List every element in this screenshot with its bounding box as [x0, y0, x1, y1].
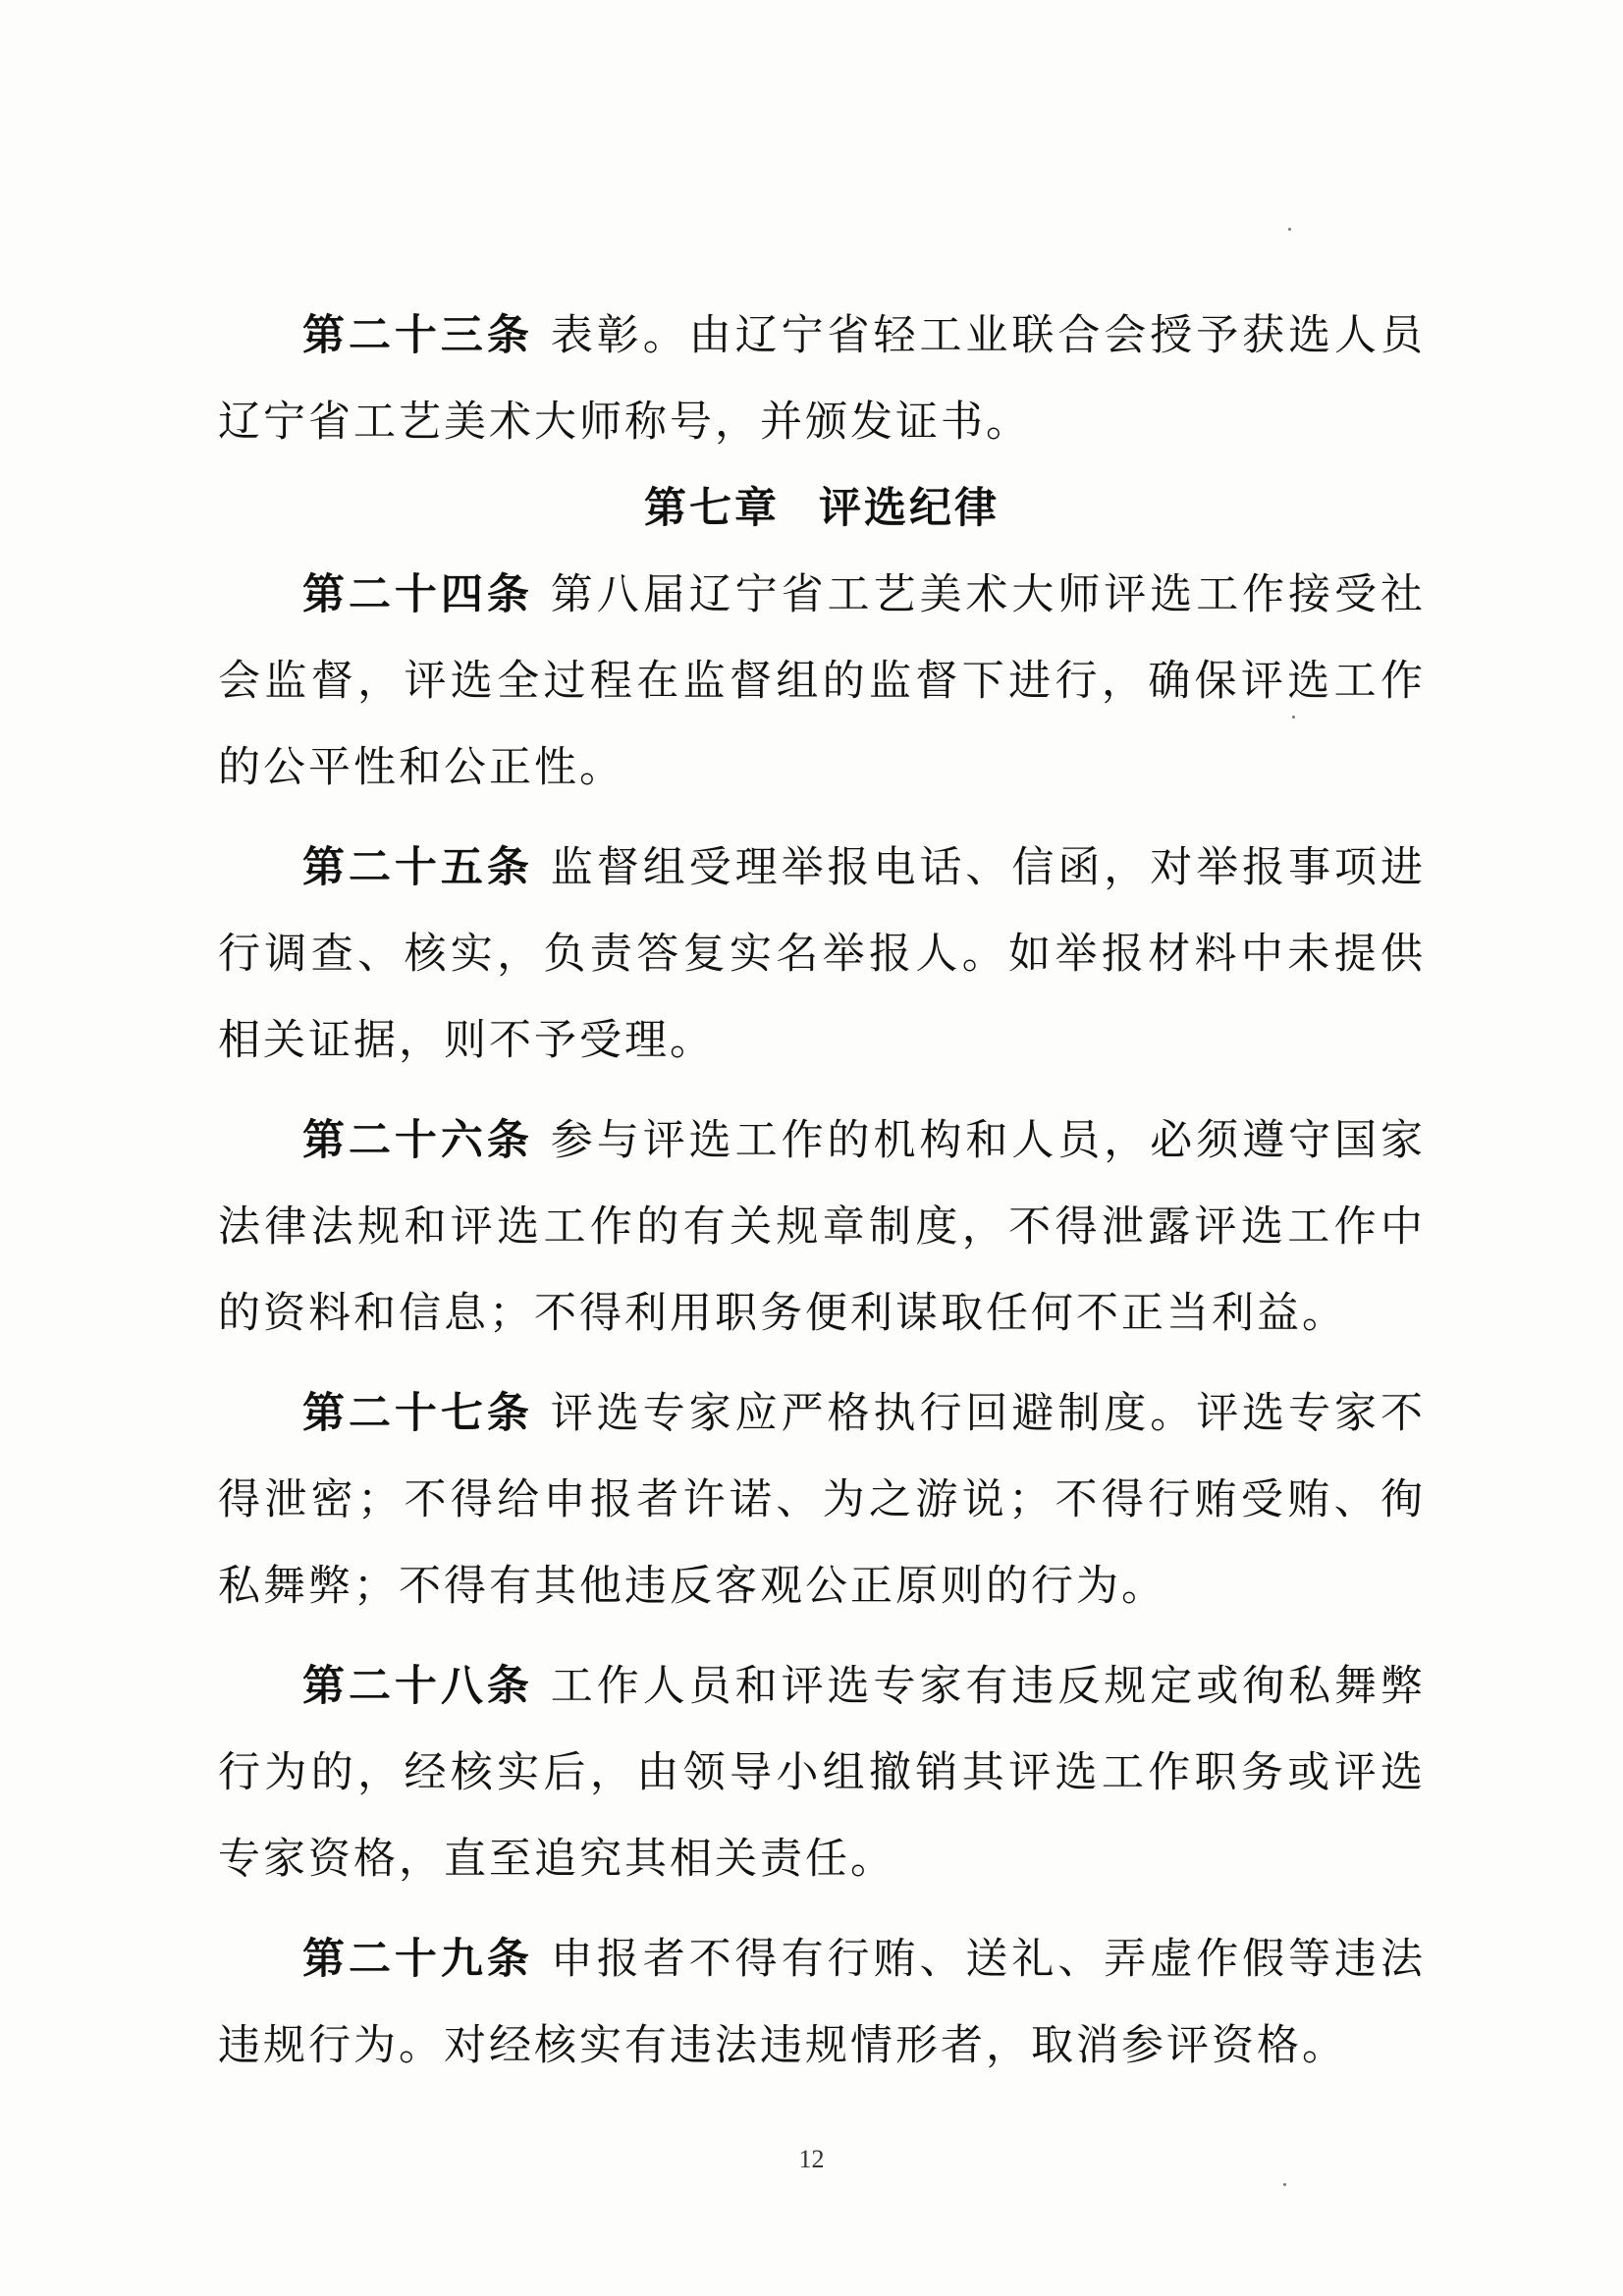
article-heading: 第二十八条	[302, 1662, 533, 1711]
article-heading: 第二十四条	[302, 570, 533, 619]
article-heading: 第二十九条	[302, 1935, 533, 1984]
chapter-heading	[218, 465, 1426, 552]
article-text: 第八届辽宁省工艺美术大师评选工作接受社会监督，评选全过程在监督组的监督下进行，确保评选工作的公平性和公正性。	[218, 570, 1427, 792]
chapter-title: 评选纪律	[819, 484, 1000, 533]
page-number: 12	[798, 2145, 825, 2173]
article-26	[218, 1097, 1426, 1357]
scan-speck	[1288, 228, 1291, 231]
article-text: 参与评选工作的机构和人员，必须遵守国家法律法规和评选工作的有关规章制度，不得泄露评选工作中的资料和信息；不得利用职务便利谋取任何不正当利益。	[218, 1116, 1427, 1338]
article-heading: 第二十三条	[302, 311, 533, 360]
article-28	[218, 1643, 1426, 1902]
article-24	[218, 552, 1426, 811]
article-text: 监督组受理举报电话、信函，对举报事项进行调查、核实，负责答复实名举报人。如举报材料中未提供相关证据，则不予受理。	[218, 843, 1427, 1065]
article-text: 工作人员和评选专家有违反规定或徇私舞弊行为的，经核实后，由领导小组撤销其评选工作职务或评选专家资格，直至追究其相关责任。	[218, 1662, 1427, 1884]
scan-speck	[1283, 2183, 1286, 2186]
article-heading: 第二十五条	[302, 843, 533, 892]
scan-speck	[1292, 716, 1295, 719]
article-27	[218, 1370, 1426, 1629]
document-body	[218, 293, 1426, 2089]
article-23	[218, 293, 1426, 465]
article-heading: 第二十七条	[302, 1389, 533, 1438]
article-text: 评选专家应严格执行回避制度。评选专家不得泄密；不得给申报者许诺、为之游说；不得行贿受贿、徇私舞弊；不得有其他违反客观公正原则的行为。	[218, 1389, 1427, 1611]
chapter-number: 第七章	[644, 484, 780, 533]
article-25	[218, 825, 1426, 1084]
article-29	[218, 1916, 1426, 2089]
article-text: 申报者不得有行贿、送礼、弄虚作假等违法违规行为。对经核实有违法违规情形者，取消参评资格。	[218, 1935, 1427, 2070]
article-text: 表彰。由辽宁省轻工业联合会授予获选人员辽宁省工艺美术大师称号，并颁发证书。	[218, 311, 1427, 447]
article-heading: 第二十六条	[302, 1116, 533, 1165]
